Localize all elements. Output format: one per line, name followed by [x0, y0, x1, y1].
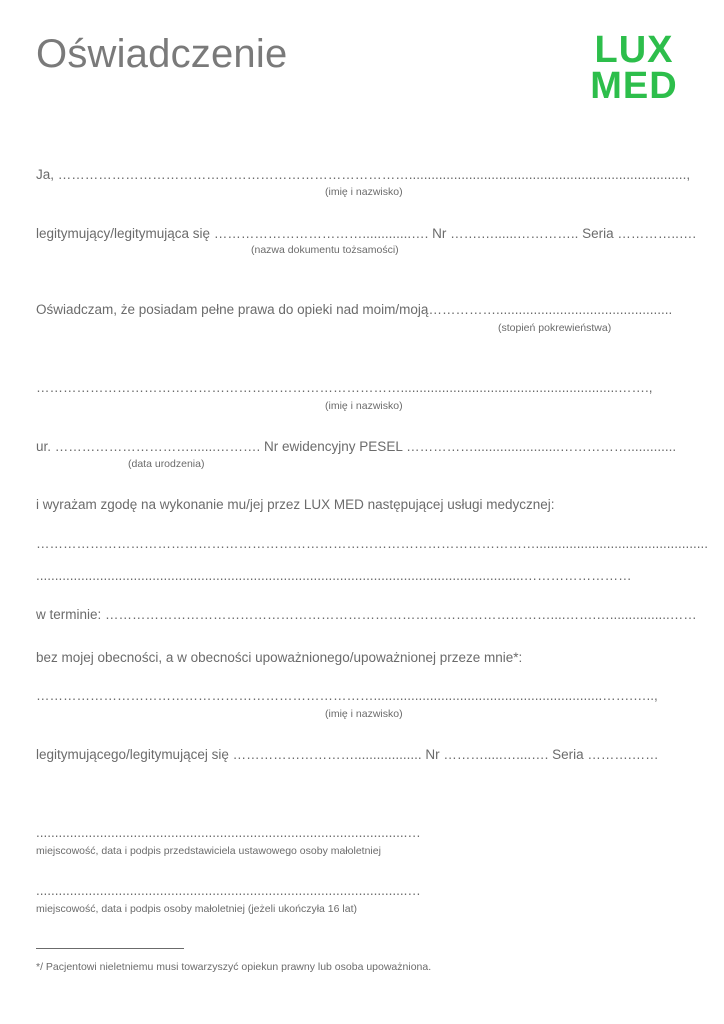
- signature-label-guardian: miejscowość, data i podpis przedstawiciela ustawowego osoby małoletniej: [36, 845, 381, 857]
- lux-med-logo: [576, 29, 692, 107]
- page-title: Oświadczenie: [36, 32, 288, 76]
- logo-line-2: MED: [590, 65, 678, 107]
- date-line: w terminie: ………………………………………………………………………………………....…….…................……: [36, 607, 697, 622]
- declarant-name-hint: (imię i nazwisko): [325, 186, 403, 198]
- service-line-1: …………………………………………………………………………………………………..............................................: [36, 536, 709, 551]
- authorized-name-hint: (imię i nazwisko): [325, 708, 403, 720]
- authorized-name-line: ………………………………………………………………….............................................................…….…..,: [36, 688, 658, 703]
- signature-label-minor: miejscowość, data i podpis osoby małoletniej (jeżeli ukończyła 16 lat): [36, 903, 357, 915]
- signature-line-minor: ...................................................................................................…: [36, 883, 421, 898]
- declarant-name-line: Ja, ……………………………………………………………………..........................................................................,: [36, 167, 691, 182]
- minor-name-line: ………………………………………………………………………..........................................................…….,: [36, 380, 653, 395]
- footnote: */ Pacjentowi nieletniemu musi towarzyszyć opiekun prawny lub osoba upoważniona.: [36, 961, 432, 973]
- footnote-divider: [36, 948, 184, 949]
- consent-statement: i wyrażam zgodę na wykonanie mu/jej przez LUX MED następującej usługi medycznej:: [36, 497, 555, 512]
- document-name-hint: (nazwa dokumentu tożsamości): [251, 244, 399, 256]
- service-line-2: ..................................................................................................................................……………………: [36, 568, 632, 583]
- signature-line-guardian: ...................................................................................................…: [36, 825, 421, 840]
- declarant-document-line: legitymujący/legitymująca się …………………………….............…. Nr …….…......………….. Seria …………..….: [36, 226, 697, 241]
- logo-line-1: LUX: [594, 29, 674, 71]
- birth-pesel-line: ur. ………………………….......………. Nr ewidencyjny PESEL …………….......................…………….............: [36, 439, 677, 454]
- authorized-document-line: legitymującego/legitymującej się ……………………….................. Nr ……….....…....…. Seria ……….……: [36, 747, 659, 762]
- birth-date-hint: (data urodzenia): [128, 458, 205, 470]
- minor-name-hint: (imię i nazwisko): [325, 400, 403, 412]
- authorized-person-statement: bez mojej obecności, a w obecności upoważnionego/upoważnionej przeze mnie*:: [36, 650, 523, 665]
- guardianship-statement-line: Oświadczam, że posiadam pełne prawa do opieki nad moim/moją……………...............................................: [36, 302, 673, 317]
- relation-hint: (stopień pokrewieństwa): [498, 322, 612, 334]
